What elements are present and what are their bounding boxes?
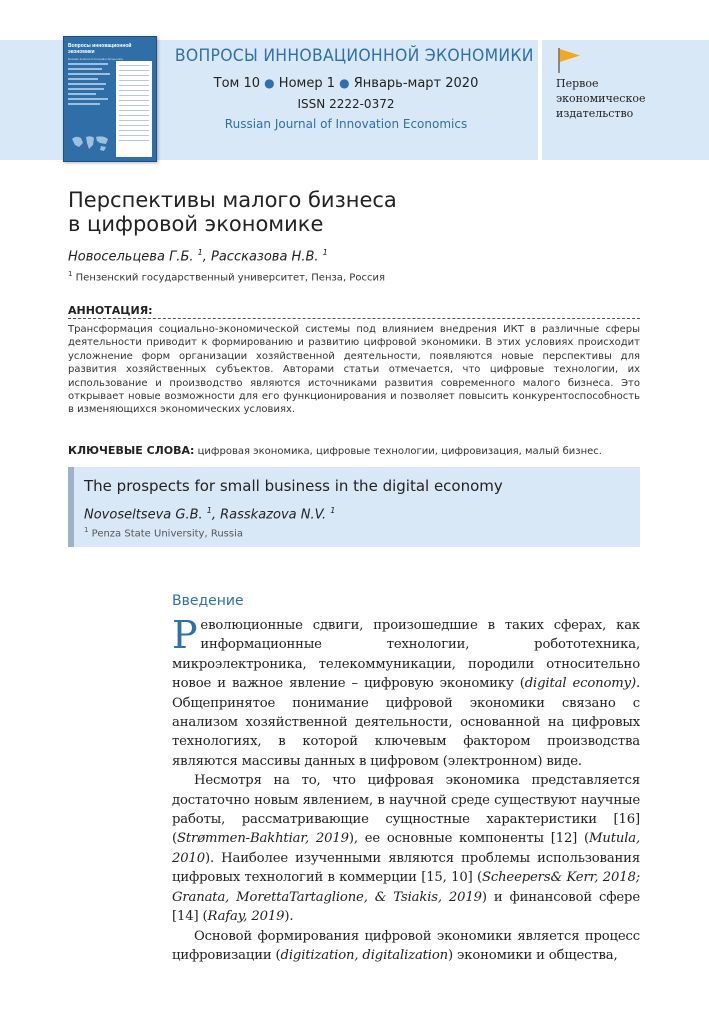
drop-cap: Р <box>172 613 198 657</box>
bullet-icon: ● <box>264 76 275 90</box>
paragraph: Несмотря на то, что цифровая экономика представляется достаточно новым явлением, в научной среде существуют научные работы, рассматривающие сущностные характеристики [16] (Strømmen-Bakhtiar, 2019), ее основные компоненты [12] (Mutula, 2010). Наиболее изученными являются проблемы использования цифровых технологий в коммерции [15, 10] (Scheepers& Kerr, 2018; Granata, MorettaTartaglione, & Tsiakis, 2019) и финансовой сфере [14] (Rafay, 2019). <box>172 773 641 925</box>
affiliation-russian: $^1$ Пензенский государственный университет, Пенза, Россия <box>68 270 385 284</box>
affiliation-english: $^1$ Penza State University, Russia <box>84 526 243 540</box>
annotation-text: Трансформация социально-экономической системы под влиянием внедрения ИКТ в различные сферы деятельности приводит к формированию и развитию цифровой экономики. В этих условиях происходит усложнение форм организации хозяйственной деятельности, появляются новые перспективы для развития хозяйственных субъектов. Авторами статьи отмечается, что цифровые технологии, их использование и производство являются источниками развития современного малого бизнеса. Это открывает новые возможности для его функционирования и позволяет повысить конкурентоспособность в изменяющихся экономических условиях. <box>68 324 640 416</box>
journal-cover-image <box>63 36 157 162</box>
journal-info <box>160 46 532 131</box>
journal-issue: Номер 1 <box>278 76 335 91</box>
journal-issn: ISSN 2222-0372 <box>297 97 395 111</box>
annotation-label: АННОТАЦИЯ: <box>68 304 153 317</box>
keywords-text: цифровая экономика, цифровые технологии, цифровизация, малый бизнес. <box>194 446 602 457</box>
body-text <box>172 613 641 965</box>
cover-info-card <box>116 61 152 157</box>
keywords <box>68 444 648 457</box>
bullet-icon: ● <box>339 76 350 90</box>
journal-english-title: Russian Journal of Innovation Economics <box>224 117 468 131</box>
english-abstract-box <box>68 467 640 547</box>
cover-subtitle: Russian Journal of Innovation Economics <box>68 57 124 61</box>
flag-icon <box>556 46 584 74</box>
authors-english: Novoseltseva G.B. $^1$, Rasskazova N.V. $^1$ <box>84 506 336 523</box>
journal-issue-line <box>160 76 532 91</box>
world-map-icon <box>70 133 110 153</box>
header-divider <box>538 40 542 160</box>
cover-contents-list <box>68 63 114 108</box>
journal-title: ВОПРОСЫ ИННОВАЦИОННОЙ ЭКОНОМИКИ <box>174 46 534 66</box>
annotation-divider <box>68 318 640 319</box>
cover-title: Вопросы инновационной экономики <box>68 43 132 55</box>
keywords-label: КЛЮЧЕВЫЕ СЛОВА: <box>68 444 195 457</box>
paragraph: Основой формирования цифровой экономики является процесс цифровизации (digitization, digitalization) экономики и общества, <box>172 928 640 963</box>
publisher-name: Первое экономическое издательство <box>556 77 646 120</box>
journal-volume: Том 10 <box>213 76 261 91</box>
article-title: Перспективы малого бизнеса в цифровой экономике <box>68 188 397 236</box>
authors-russian: Новосельцева Г.Б. $^1$, Рассказова Н.В. $^1$ <box>68 248 328 265</box>
section-heading-introduction: Введение <box>172 593 244 609</box>
english-title: The prospects for small business in the digital economy <box>84 477 503 495</box>
paragraph: Революционные сдвиги, произошедшие в таких сферах, как информационные технологии, робототехника, микроэлектроника, телекоммуникации, породили относительно новое и важное явление – цифровую экономику (digital economy). Общепринятое понимание цифровой экономики связано с анализом хозяйственной деятельности, основанной на цифровых технологиях, в которой ключевым фактором производства являются массивы данных в цифровом (электронном) виде. <box>172 613 641 769</box>
publisher-logo <box>556 46 696 121</box>
journal-period: Январь-март 2020 <box>353 76 479 91</box>
